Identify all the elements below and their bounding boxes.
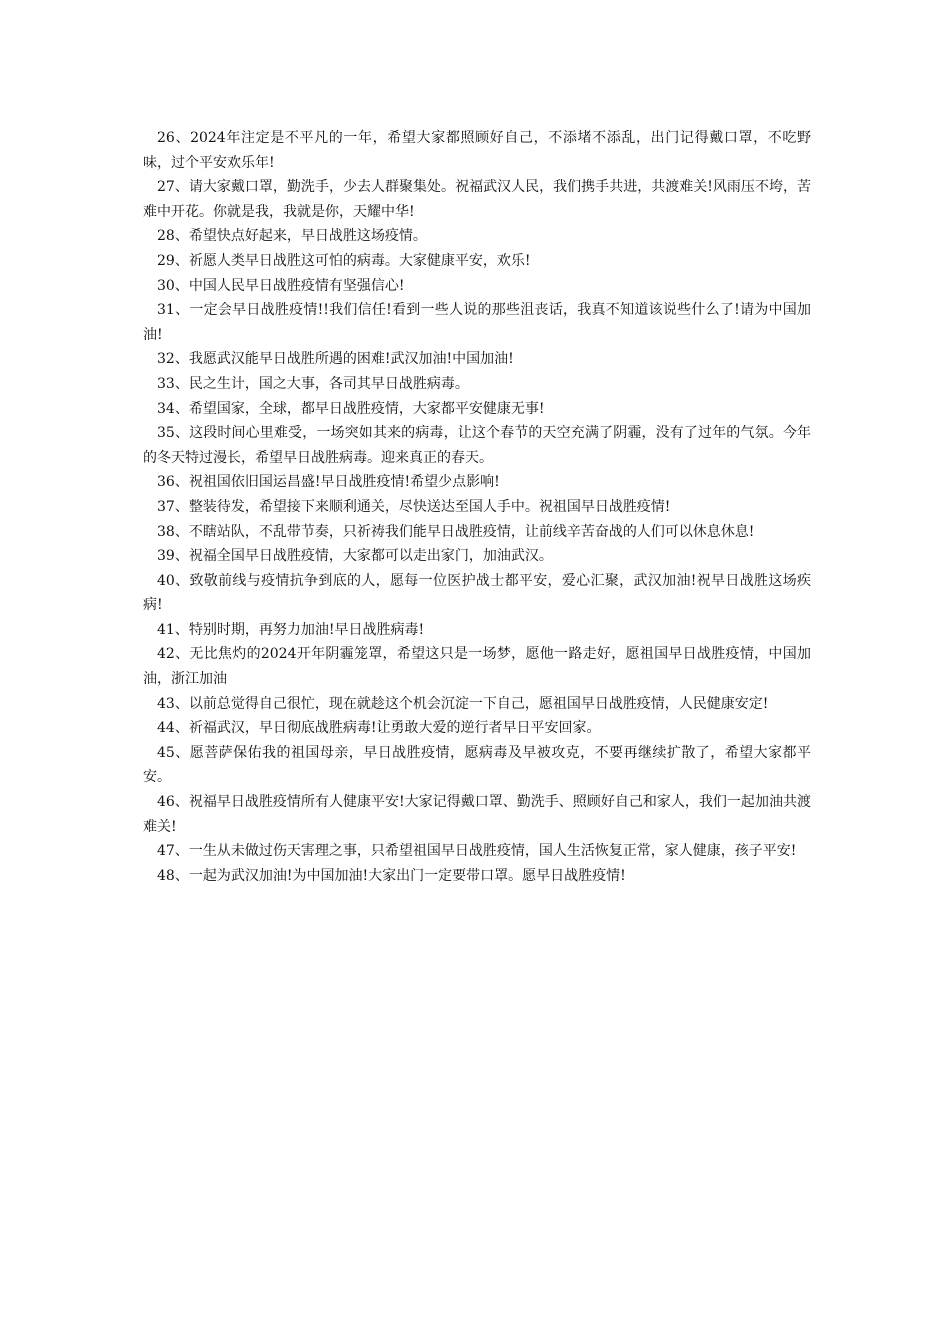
- paragraph-42: 42、无比焦灼的2024开年阴霾笼罩，希望这只是一场梦，愿他一路走好，愿祖国早日战胜疫情，中国加油，浙江加油: [143, 646, 811, 688]
- paragraph-36: 36、祝祖国依旧国运昌盛!早日战胜疫情!希望少点影响!: [157, 474, 500, 491]
- paragraph-34: 34、希望国家，全球，都早日战胜疫情，大家都平安健康无事!: [157, 400, 545, 417]
- paragraph-32: 32、我愿武汉能早日战胜所遇的困难!武汉加油!中国加油!: [157, 351, 514, 368]
- paragraph-41: 41、特别时期，再努力加油!早日战胜病毒!: [157, 621, 425, 638]
- paragraph-29: 29、祈愿人类早日战胜这可怕的病毒。大家健康平安，欢乐!: [157, 252, 531, 269]
- paragraph-31: 31、一定会早日战胜疫情!!我们信任!看到一些人说的那些沮丧话，我真不知道该说些什么了!请为中国加油!: [143, 302, 811, 343]
- paragraph-45: 45、愿菩萨保佑我的祖国母亲，早日战胜疫情，愿病毒及早被攻克，不要再继续扩散了，希望大家都平安。: [143, 744, 811, 786]
- paragraph-37: 37、整装待发，希望接下来顺利通关，尽快送达至国人手中。祝祖国早日战胜疫情!: [157, 498, 671, 515]
- paragraph-35: 35、这段时间心里难受，一场突如其来的病毒，让这个春节的天空充满了阴霾，没有了过年的气氛。今年的冬天特过漫长，希望早日战胜病毒。迎来真正的春天。: [143, 425, 811, 466]
- paragraph-46: 46、祝福早日战胜疫情所有人健康平安!大家记得戴口罩、勤洗手、照顾好自己和家人，我们一起加油共渡难关!: [143, 794, 811, 835]
- paragraph-27: 27、请大家戴口罩，勤洗手，少去人群聚集处。祝福武汉人民，我们携手共进，共渡难关!风雨压不垮，苦难中开花。你就是我，我就是你，天耀中华!: [143, 179, 811, 220]
- paragraph-48: 48、一起为武汉加油!为中国加油!大家出门一定要带口罩。愿早日战胜疫情!: [157, 867, 626, 884]
- paragraph-43: 43、以前总觉得自己很忙，现在就趁这个机会沉淀一下自己，愿祖国早日战胜疫情，人民健康安定!: [157, 695, 769, 712]
- paragraph-47: 47、一生从未做过伤天害理之事，只希望祖国早日战胜疫情，国人生活恢复正常，家人健康，孩子平安!: [157, 843, 797, 860]
- paragraph-38: 38、不瞎站队，不乱带节奏，只祈祷我们能早日战胜疫情，让前线辛苦奋战的人们可以休息休息!: [157, 523, 755, 540]
- paragraph-33: 33、民之生计，国之大事，各司其早日战胜病毒。: [157, 375, 469, 392]
- paragraph-30: 30、中国人民早日战胜疫情有坚强信心!: [157, 277, 405, 294]
- paragraph-39: 39、祝福全国早日战胜疫情，大家都可以走出家门，加油武汉。: [157, 548, 553, 565]
- paragraph-40: 40、致敬前线与疫情抗争到底的人，愿每一位医护战士都平安，爱心汇聚，武汉加油!祝早日战胜这场疾病!: [143, 572, 811, 614]
- paragraph-44: 44、祈福武汉，早日彻底战胜病毒!让勇敢大爱的逆行者早日平安回家。: [157, 720, 601, 737]
- paragraph-26: 26、2024年注定是不平凡的一年，希望大家都照顾好自己，不添堵不添乱，出门记得戴口罩，不吃野味，过个平安欢乐年!: [143, 130, 811, 171]
- paragraph-28: 28、希望快点好起来，早日战胜这场疫情。: [157, 228, 427, 245]
- document-page: [143, 126, 811, 888]
